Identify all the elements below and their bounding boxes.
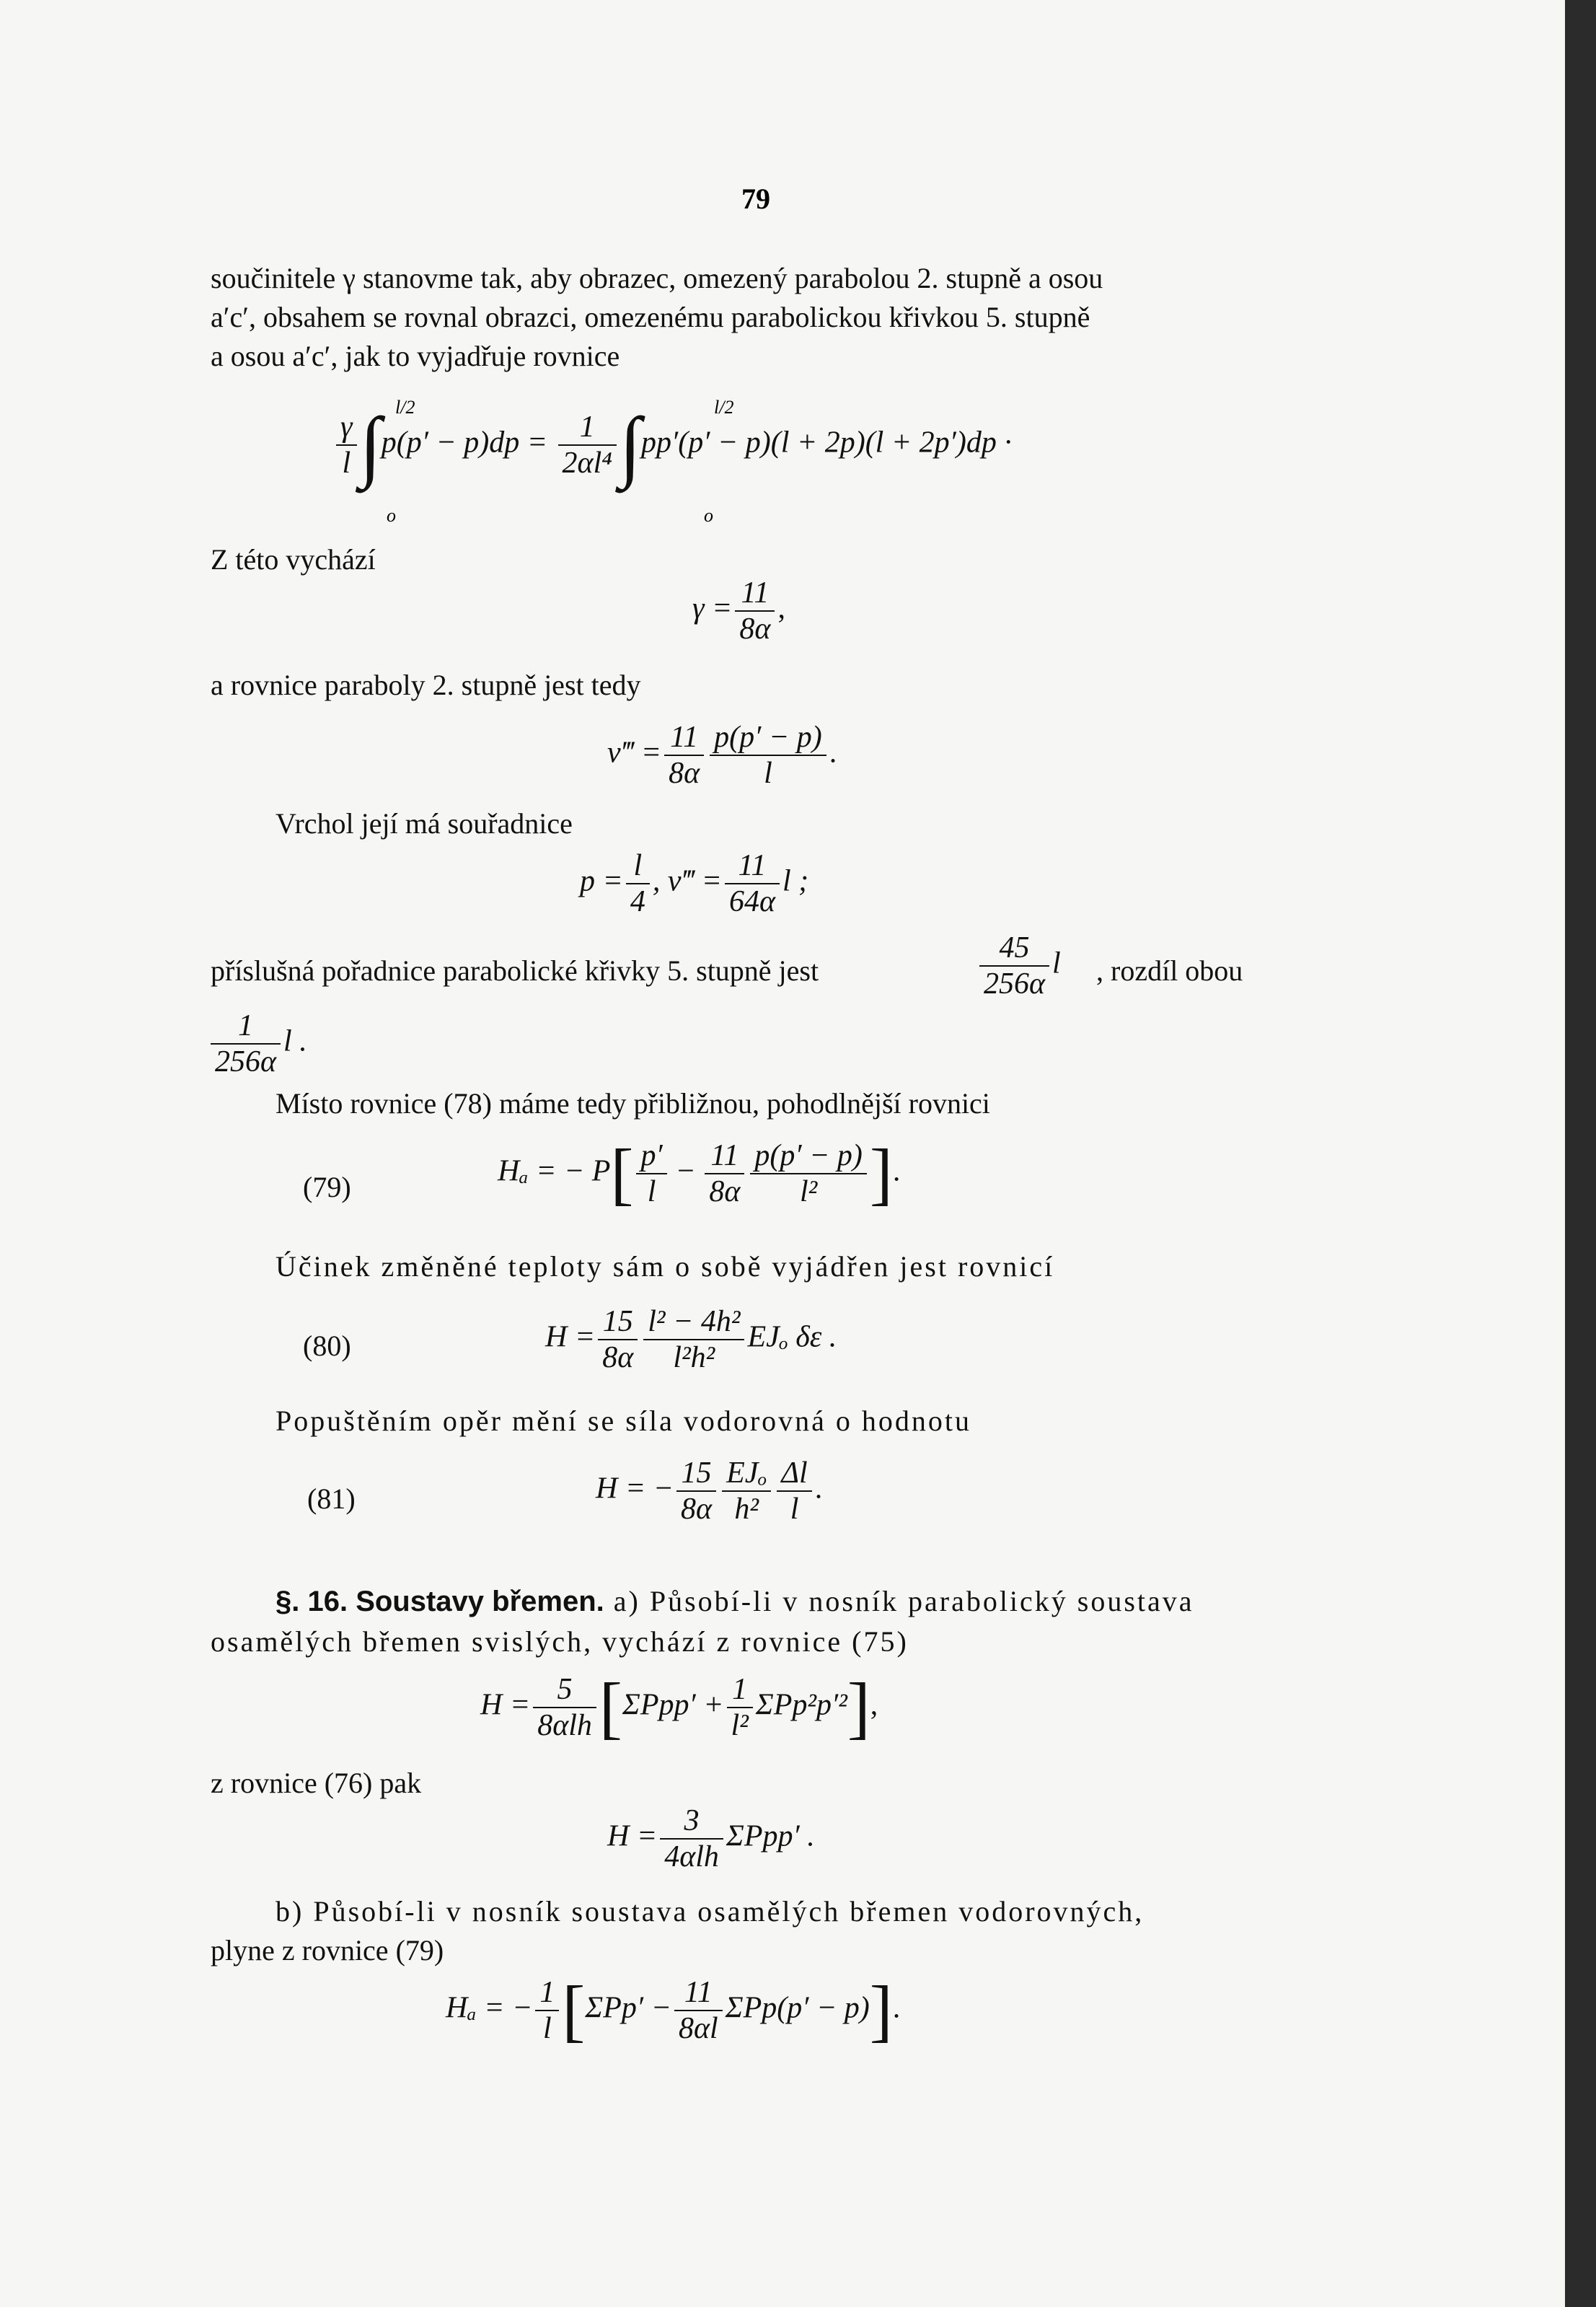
text-line: a′c′, obsahem se rovnal obrazci, omezenému parabolickou křivkou 5. stupně [211,301,1090,333]
equation-inline: $\frac{45}{256\alpha}$ l [976,931,1061,1001]
integral-lower-limit: o [704,505,713,526]
text-line: Z této vychází [211,543,376,576]
integral-sign: ∫ [359,401,382,489]
equation-sum: H = $\frac{5}{\text{8αlh}}$ [ΣPpp′ + $\frac{1}{\text{l²}}$ ΣPp²p′²], [480,1669,878,1746]
equation-parabola: v‴ = $\frac{11}{8\alpha}$ $\frac{p(p' - p)}{l}$ . [607,721,837,790]
integral-upper-limit: l/2 [395,397,415,418]
equation-81: H = − $\frac{15}{8\alpha}$ $\frac{\text{EJₒ}}{\text{h²}}$ $\frac{\Delta l}{l}$ . [596,1456,823,1526]
equation-vertex: p = $\frac{l}{4}$ , v‴ = $\frac{11}{64\alpha}$ l ; [580,849,809,918]
equation-sum: Hₐ = − $\frac{1}{l}$ [ΣPp′ − $\frac{11}{8\alpha l}$ ΣPp(p′ − p)]. [446,1972,901,2049]
fraction: $\frac{5}{\text{8αlh}}$ [533,1672,596,1743]
fraction: $\frac{11}{8\alpha}$ [664,720,704,791]
text-line: Vrchol její má souřadnice [275,807,573,840]
fraction: $\frac{11}{64\alpha}$ [725,848,780,919]
section-title: §. 16. Soustavy břemen. [275,1586,604,1617]
equation-integral: $\frac{\gamma}{l}$ ∫p(p′ − p)dp = $\frac{1}{\text{2αl⁴}}$ ∫pp′(p′ − p)(l + 2p)(l + 2p′)dp · [333,405,1012,485]
fraction: $\frac{11}{8\alpha l}$ [674,1975,723,2046]
text-line: z rovnice (76) pak [211,1767,422,1799]
equation-label: (80) [303,1330,351,1362]
integral-upper-limit: l/2 [714,397,734,418]
section-heading: §. 16. Soustavy břemen. a) Působí-li v nosník parabolický soustava [275,1585,1194,1617]
text-line: osamělých břemen svislých, vychází z rovnice (75) [211,1625,909,1658]
equation-79: Hₐ = − P[ $\frac{p'}{l}$ − $\frac{11}{8\alpha}$ $\frac{p(p' - p)}{\text{l²}}$ ]. [498,1135,901,1212]
fraction: $\frac{l}{4}$ [626,848,650,919]
equation-sum: H = $\frac{3}{\text{4αlh}}$ ΣPpp′ . [607,1804,815,1873]
fraction: $\frac{15}{8\alpha}$ [598,1304,638,1375]
fraction: $\frac{1}{l}$ [535,1975,559,2046]
text-line: Místo rovnice (78) máme tedy přibližnou, pohodlnější rovnici [275,1087,990,1120]
fraction: $\frac{45}{256\alpha}$ [979,931,1049,1001]
page-number: 79 [741,183,770,215]
fraction: $\frac{\text{l² − 4h²}}{\text{l²h²}}$ [643,1304,744,1375]
equation-inline: $\frac{1}{256\alpha}$ l . [208,1009,307,1079]
fraction: $\frac{\gamma}{l}$ [336,410,357,480]
fraction: $\frac{p(p' - p)}{l}$ [710,720,826,791]
text-line: příslušná pořadnice parabolické křivky 5. stupně jest [211,954,819,987]
text-line: b) Působí-li v nosník soustava osamělých břemen vodorovných, [275,1895,1145,1928]
text-line: a rovnice paraboly 2. stupně jest tedy [211,669,641,701]
text-line: a osou a′c′, jak to vyjadřuje rovnice [211,340,620,372]
fraction: $\frac{11}{8\alpha}$ [705,1138,744,1209]
fraction: $\frac{\Delta l}{l}$ [777,1456,811,1526]
equation-label: (81) [307,1482,356,1515]
equation-label: (79) [303,1171,351,1203]
integral-lower-limit: o [387,505,396,526]
fraction: $\frac{1}{256\alpha}$ [211,1009,281,1079]
text-line: , rozdíl obou [1096,954,1243,987]
text-line: Účinek změněné teploty sám o sobě vyjádřen jest rovnicí [275,1250,1055,1283]
fraction: $\frac{1}{\text{l²}}$ [727,1672,753,1743]
equation-gamma: γ = $\frac{11}{8\alpha}$ , [692,576,785,646]
fraction: $\frac{\text{EJₒ}}{\text{h²}}$ [722,1456,771,1526]
fraction: $\frac{p'}{l}$ [636,1138,666,1209]
integral-sign: ∫ [619,401,642,489]
text-line: plyne z rovnice (79) [211,1934,444,1967]
fraction: $\frac{p(p' - p)}{\text{l²}}$ [750,1138,867,1209]
fraction: $\frac{1}{\text{2αl⁴}}$ [558,410,617,480]
equation-80: H = $\frac{15}{8\alpha}$ $\frac{\text{l² − 4h²}}{\text{l²h²}}$ EJₒ δε . [545,1305,837,1374]
fraction: $\frac{3}{\text{4αlh}}$ [660,1803,723,1874]
fraction: $\frac{15}{8\alpha}$ [676,1456,716,1526]
text-line: součinitele γ stanovme tak, aby obrazec, omezený parabolou 2. stupně a osou [211,262,1103,294]
text-line: Popuštěním opěr mění se síla vodorovná o hodnotu [275,1405,972,1437]
fraction: $\frac{11}{8\alpha}$ [735,576,775,646]
